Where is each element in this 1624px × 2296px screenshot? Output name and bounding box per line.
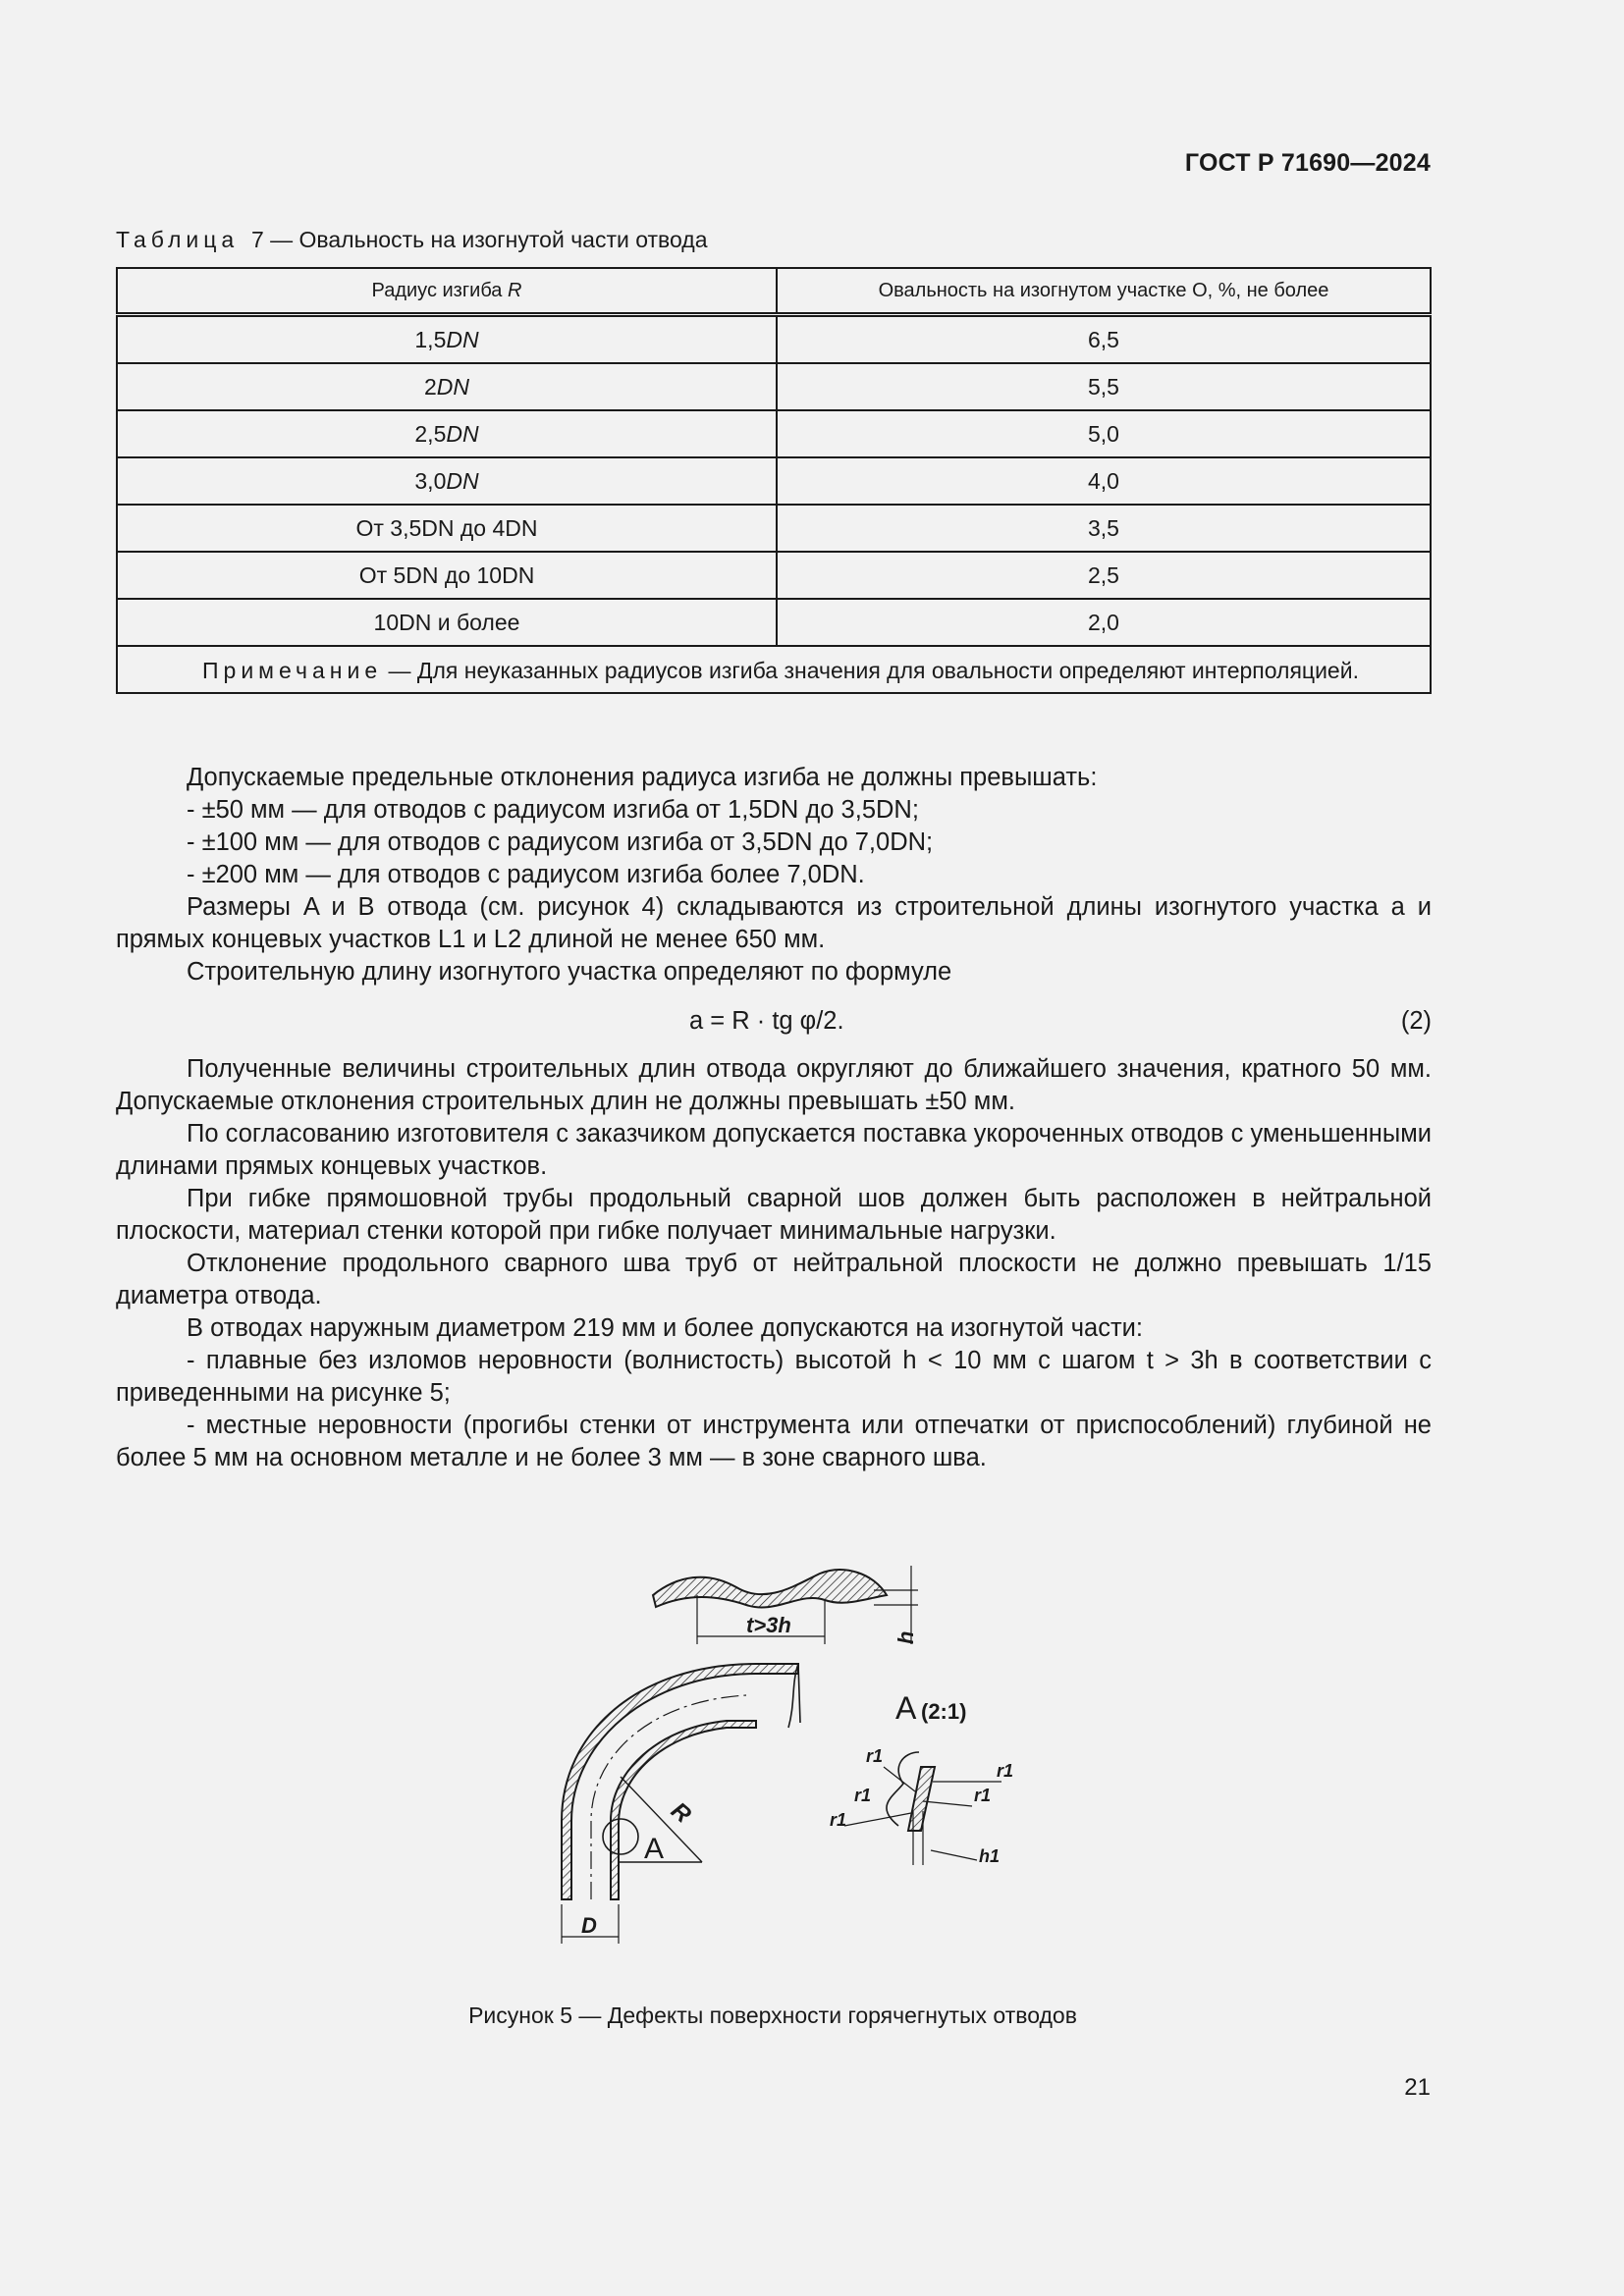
label-h: h [893, 1630, 918, 1644]
paragraph: В отводах наружным диаметром 219 мм и более допускаются на изогнутой части: [187, 1314, 1143, 1342]
wavy-plate [653, 1570, 887, 1607]
radius-number: 1,5 [414, 326, 447, 352]
standard-code: ГОСТ Р 71690—2024 [1184, 149, 1431, 177]
detail-label: A [895, 1690, 917, 1726]
paragraph: Полученные величины строительных длин отвода округляют до ближайшего значения, кратного 50 мм. Допускаемые отклонения строительных длин не должны превышать ±50 мм. [116, 1055, 1432, 1115]
figure-caption: Рисунок 5 — Дефекты поверхности горячегнутых отводов [468, 2002, 1077, 2028]
paragraph: По согласованию изготовителя с заказчиком допускается поставка укороченных отводов с уменьшенными длинами прямых концевых участков. [116, 1120, 1432, 1180]
table-row [117, 505, 1431, 552]
table-cell-value: 5,0 [777, 410, 1431, 457]
table-row [117, 599, 1431, 646]
table-cell-value: 2,0 [777, 599, 1431, 646]
radius-number: 2,5 [414, 420, 447, 447]
label-t: t>3h [746, 1613, 791, 1637]
radius-unit: DN [436, 373, 470, 400]
paragraph: Размеры A и B отвода (см. рисунок 4) складываются из строительной длины изогнутого участка a и прямых концевых участков L1 и L2 длиной не менее 650 мм. [116, 893, 1432, 953]
table-note [117, 646, 1431, 693]
radius-unit: DN [446, 420, 479, 447]
figure-5-surface-defects [550, 1566, 1041, 1958]
table-cell-radius: От 5DN до 10DN [117, 552, 777, 599]
bend-outer-wall [562, 1664, 798, 1899]
paragraph: При гибке прямошовной трубы продольный сварной шов должен быть расположен в нейтральной плоскости, материал стенки которой при гибке получает минимальные нагрузки. [116, 1185, 1432, 1245]
table-row [117, 410, 1431, 457]
radius-unit: DN [446, 467, 479, 494]
column-header-ovality: Овальность на изогнутом участке О, %, не более [777, 268, 1431, 315]
leader-line [844, 1813, 911, 1826]
bullet-item: - ±100 мм — для отводов с радиусом изгиба от 3,5DN до 7,0DN; [187, 828, 934, 856]
table-cell-value: 3,5 [777, 505, 1431, 552]
detail-circle [603, 1819, 638, 1854]
table-row [117, 552, 1431, 599]
label-r1: r1 [830, 1810, 847, 1830]
table-caption-text: 7 — Овальность на изогнутой части отвода [250, 227, 708, 252]
note-label: Примечание [202, 658, 383, 683]
note-text: — Для неуказанных радиусов изгиба значения для овальности определяют интерполяцией. [382, 658, 1359, 683]
ovality-table [116, 267, 1432, 694]
leader-line [931, 1850, 977, 1860]
column-header-radius [117, 268, 777, 315]
leader-line [923, 1801, 972, 1806]
detail-scale: (2:1) [921, 1699, 967, 1724]
table-cell-radius [117, 457, 777, 505]
radius-unit: DN [446, 326, 479, 352]
table-note-row [117, 646, 1431, 693]
table-cell-value: 6,5 [777, 315, 1431, 364]
bullet-item: - ±200 мм — для отводов с радиусом изгиба более 7,0DN. [187, 861, 865, 888]
bullet-item: - ±50 мм — для отводов с радиусом изгиба от 1,5DN до 3,5DN; [187, 796, 919, 824]
table-cell-radius: От 3,5DN до 4DN [117, 505, 777, 552]
column-header-radius-symbol: R [508, 279, 522, 301]
body-text [116, 762, 1432, 1474]
table-cell-value: 5,5 [777, 363, 1431, 410]
table-cell-radius: 10DN и более [117, 599, 777, 646]
bullet-item: - плавные без изломов неровности (волнистость) высотой h < 10 мм с шагом t > 3h в соответствии с приведенными на рисунке 5; [116, 1347, 1432, 1407]
label-r1: r1 [997, 1761, 1014, 1781]
table-cell-value: 4,0 [777, 457, 1431, 505]
paragraph: Строительную длину изогнутого участка определяют по формуле [187, 958, 952, 986]
formula-line [116, 988, 1432, 1053]
label-D: D [581, 1913, 597, 1938]
bullet-item: - местные неровности (прогибы стенки от инструмента или отпечатки от приспособлений) глубиной не более 5 мм на основном металле и не более 3 мм — в зоне сварного шва. [116, 1412, 1432, 1471]
table-row [117, 315, 1431, 364]
label-A: A [644, 1833, 665, 1865]
paragraph: Допускаемые предельные отклонения радиуса изгиба не должны превышать: [187, 764, 1098, 791]
radius-number: 2 [423, 373, 437, 400]
table-cell-radius [117, 315, 777, 364]
label-r1: r1 [974, 1786, 992, 1805]
table-caption [116, 227, 708, 253]
label-r1: r1 [866, 1746, 884, 1766]
formula-number: (2) [1400, 1007, 1432, 1035]
formula: a = R · tg φ/2. [689, 1007, 844, 1035]
table-row [117, 457, 1431, 505]
label-r1: r1 [854, 1786, 872, 1805]
table-cell-radius [117, 363, 777, 410]
radius-number: 3,0 [414, 467, 447, 494]
paragraph: Отклонение продольного сварного шва труб от нейтральной плоскости не должно превышать 1/15 диаметра отвода. [116, 1250, 1432, 1309]
table-caption-label: Таблица [116, 227, 240, 252]
detail-wall [908, 1767, 935, 1831]
table-cell-value: 2,5 [777, 552, 1431, 599]
table-row [117, 363, 1431, 410]
column-header-radius-text: Радиус изгиба [371, 279, 503, 301]
table-cell-radius [117, 410, 777, 457]
label-h1: h1 [979, 1846, 1001, 1866]
label-R: R [666, 1796, 696, 1829]
page-number: 21 [1404, 2074, 1431, 2101]
